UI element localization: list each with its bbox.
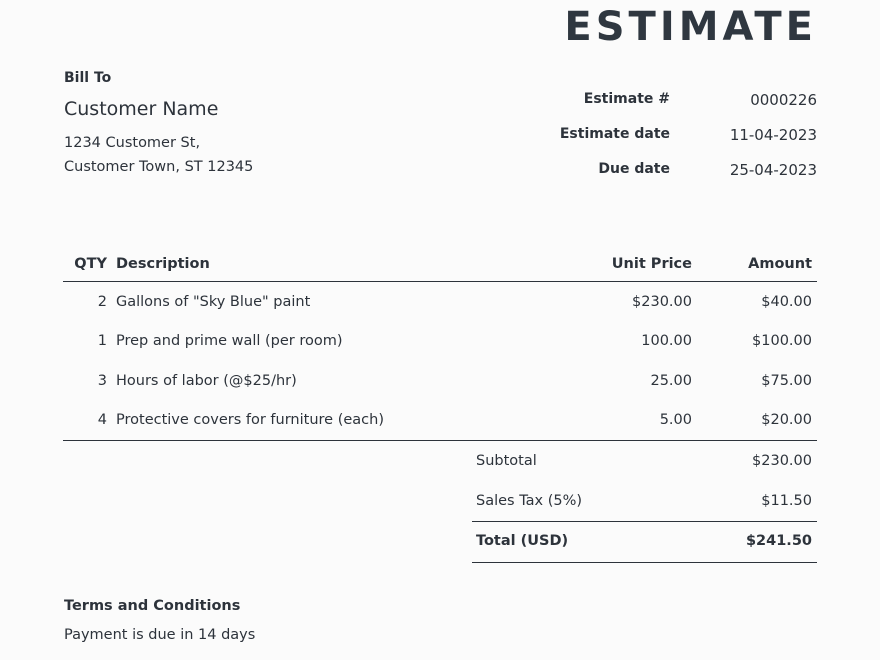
qty-cell: 1 (97, 333, 107, 350)
description-cell: Hours of labor (@$25/hr) (116, 372, 297, 389)
estimate-number-label: Estimate # (583, 91, 670, 107)
qty-header: QTY (63, 246, 116, 282)
qty-cell: 4 (63, 401, 116, 441)
amount-cell: $20.00 (692, 401, 817, 441)
amount-cell: $75.00 (761, 372, 812, 389)
sales-tax-value: $11.50 (761, 492, 812, 509)
unit-price-cell: 100.00 (641, 333, 692, 350)
estimate-date-value: 11-04-2023 (729, 126, 817, 144)
description-cell: Prep and prime wall (per room) (116, 333, 343, 350)
total-label: Total (USD) (476, 533, 569, 549)
amount-cell: $40.00 (761, 293, 812, 310)
meta-row-estimate-number (457, 91, 817, 111)
subtotal-value: $230.00 (752, 453, 812, 469)
due-date-label: Due date (598, 161, 670, 177)
document-title: ESTIMATE (564, 4, 817, 50)
subtotal-row (472, 442, 817, 482)
bill-to-label: Bill To (64, 70, 112, 86)
sales-tax-row (472, 482, 817, 523)
qty-cell: 2 (97, 293, 107, 310)
estimate-number-value: 0000226 (750, 91, 817, 109)
estimate-date-label: Estimate date (559, 126, 670, 142)
table-row (63, 322, 817, 362)
line-items-table (63, 246, 817, 441)
total-value: $241.50 (745, 533, 812, 549)
table-row (63, 282, 817, 322)
due-date-value: 25-04-2023 (729, 161, 817, 179)
table-header-row (63, 246, 817, 282)
table-row (63, 401, 817, 441)
table-row (63, 361, 817, 401)
unit-price-cell: $230.00 (632, 293, 692, 310)
terms-title: Terms and Conditions (64, 598, 241, 614)
meta-row-due-date (457, 161, 817, 181)
description-cell: Gallons of "Sky Blue" paint (116, 293, 311, 310)
amount-header: Amount (692, 246, 817, 282)
customer-name: Customer Name (64, 98, 219, 120)
terms-line: Payment is due in 14 days (64, 627, 256, 643)
description-header: Description (116, 246, 572, 282)
unit-price-header: Unit Price (572, 246, 692, 282)
customer-address-line2: Customer Town, ST 12345 (64, 159, 254, 175)
amount-cell: $100.00 (752, 333, 812, 350)
meta-row-estimate-date (457, 126, 817, 146)
customer-address-line1: 1234 Customer St, (64, 135, 201, 151)
qty-cell: 3 (97, 372, 107, 389)
unit-price-cell: 5.00 (572, 401, 692, 441)
unit-price-cell: 25.00 (650, 372, 692, 389)
sales-tax-label: Sales Tax (5%) (476, 492, 583, 509)
description-cell: Protective covers for furniture (each) (116, 401, 572, 441)
total-row (472, 522, 817, 563)
subtotal-label: Subtotal (476, 453, 537, 469)
totals-section (472, 442, 817, 563)
